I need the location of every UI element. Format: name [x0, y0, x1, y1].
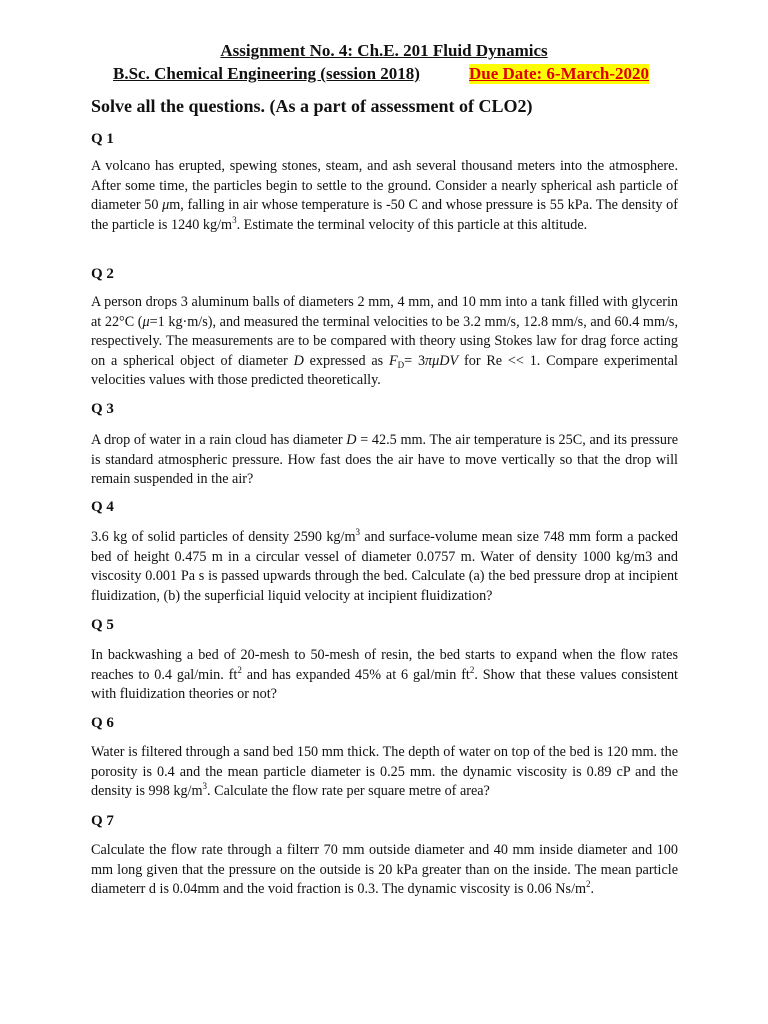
question-3-label: Q 3 [91, 401, 114, 417]
question-1-text [91, 157, 678, 235]
q2-d-variable: D [293, 352, 304, 369]
q4-superscript: 3 [355, 527, 360, 537]
q6-text-2: . Calculate the flow rate per square metre of area? [207, 783, 490, 799]
question-7-text [91, 841, 678, 900]
q2-mu: μ [142, 313, 150, 330]
q4-text-2: and surface-volume mean size 748 mm form a packed bed of height 0.475 m in a circular vessel of diameter 0.0757 m. Water of density 1000 kg/m3 and viscosity 0.001 Pa s is passed upwards through the bed. Calculate (a) the bed pressure drop at incipient fluidization, (b) the superficial liquid velocity at incipient fluidization? [91, 529, 679, 604]
q7-text-2: . [590, 881, 595, 897]
q2-text-5: for Re << 1. Compare experimental velocities values with those predicted theoretically. [91, 352, 678, 388]
q2-formula: πμDV [425, 352, 459, 369]
q6-superscript: 3 [202, 781, 208, 791]
question-5-label: Q 5 [91, 617, 114, 633]
q3-d-variable: D [346, 432, 357, 448]
q3-text-2: = 42.5 mm. The air temperature is 25C, and its pressure is standard atmospheric pressure. How fast does the air have to move vertically so that the drop will remain suspended in the air? [91, 432, 679, 487]
question-5-text [91, 646, 678, 705]
due-date: Due Date: 6-March-2020 [469, 64, 650, 83]
q3-text-1: A drop of water in a rain cloud has diameter [91, 432, 347, 448]
q1-superscript: 3 [232, 214, 237, 225]
instructions: Solve all the questions. (As a part of assessment of CLO2) [91, 96, 533, 116]
q2-text-2: =1 kg·m/s), and measured the terminal velocities to be 3.2 mm/s, 12.8 mm/s, and 60.4 mm/s, respectively. The measurements are to be compared with theory using Stokes law for drag force acting on a spherical object of diameter [91, 313, 678, 369]
q1-text-1: A volcano has erupted, spewing stones, steam, and ash several thousand meters into the atmosphere. After some time, the particles begin to settle to the ground. Consider a nearly spherical ash particle of diameter 50 [91, 158, 678, 213]
program-session: B.Sc. Chemical Engineering (session 2018) [113, 64, 420, 83]
q7-superscript: 2 [586, 879, 591, 889]
question-3-text [91, 431, 678, 490]
q1-text-2: m, falling in air whose temperature is -50 C and whose pressure is 55 kPa. The density of the particle is 1240 kg/m [91, 197, 678, 233]
q2-text-4: = 3 [404, 352, 426, 369]
question-2-label: Q 2 [91, 266, 114, 282]
program-line [113, 64, 673, 84]
q4-text-1: 3.6 kg of solid particles of density 2590 kg/m [91, 529, 356, 545]
q2-text-1: A person drops 3 aluminum balls of diameters 2 mm, 4 mm, and 10 mm into a tank filled with glycerin at 22°C ( [91, 294, 678, 330]
q1-mu: μ [162, 197, 170, 213]
q2-f-variable: F [388, 352, 398, 369]
question-4-text [91, 528, 678, 606]
q1-text-3: . Estimate the terminal velocity of this particle at this altitude. [236, 216, 588, 233]
q5-text-1: In backwashing a bed of 20-mesh to 50-mesh of resin, the bed starts to expand when the flow rates reaches to 0.4 gal/min. ft [91, 647, 678, 683]
q7-text-1: Calculate the flow rate through a filterr 70 mm outside diameter and 40 mm inside diameter and 100 mm long given that the pressure on the outside is 20 kPa greater than on the inside. The mean particle diameterr d is 0.04mm and the void fraction is 0.3. The dynamic viscosity is 0.06 Ns/m [91, 842, 678, 897]
q5-superscript-2: 2 [469, 664, 475, 675]
question-2-text [91, 293, 678, 391]
question-7-label: Q 7 [91, 813, 114, 829]
question-4-label: Q 4 [91, 499, 114, 515]
q2-text-3: expressed as [303, 352, 389, 369]
q2-subscript: D [397, 359, 405, 370]
q6-text-1: Water is filtered through a sand bed 150 mm thick. The depth of water on top of the bed is 120 mm. the porosity is 0.4 and the mean particle diameter is 0.25 mm. the dynamic viscosity is 0.89 cP and the density is 998 kg/m [91, 744, 678, 799]
question-1-label: Q 1 [91, 131, 114, 147]
q5-text-3: . Show that these values consistent with fluidization theories or not? [91, 666, 678, 702]
assignment-title [0, 41, 768, 61]
q5-text-2: and has expanded 45% at 6 gal/min ft [241, 666, 470, 683]
question-6-text [91, 743, 678, 802]
q5-superscript-1: 2 [237, 664, 242, 675]
assignment-title-text: Assignment No. 4: Ch.E. 201 Fluid Dynamics [220, 41, 548, 60]
question-6-label: Q 6 [91, 715, 114, 731]
